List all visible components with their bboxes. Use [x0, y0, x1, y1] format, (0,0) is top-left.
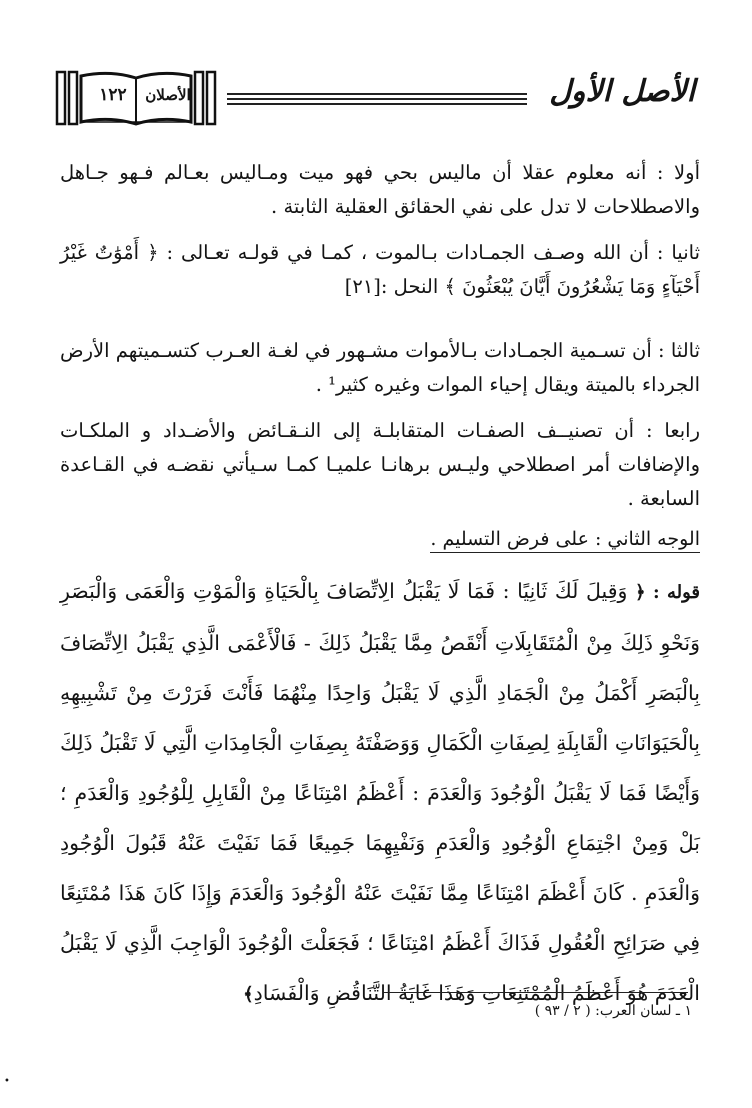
paragraph-third: ثالثا : أن تسـمية الجمـادات بـالأموات مشـهور في لغـة العـرب كتسـميتهم الأرض الجرداء بالميتة ويقال إحياء الموات وغيره كثير¹ .: [60, 339, 700, 396]
section-heading-wrap: [430, 524, 700, 554]
open-book-emblem: [55, 68, 217, 128]
header-rule: [227, 93, 527, 105]
scan-speck: •: [4, 1076, 10, 1087]
footnote: ١ ـ لسان العرب: ( ٢ / ٩٣ ): [534, 1003, 692, 1019]
quote-close: ﴾: [243, 984, 254, 1005]
section-heading: الوجه الثاني : على فرض التسليم .: [430, 528, 700, 553]
quote-text: وَقِيلَ لَكَ ثَانِيًا : فَمَا لَا يَقْبَلُ الِاتِّصَافَ بِالْحَيَاةِ وَالْمَوْتِ وَالْعَمَى وَالْبَصَرِ وَنَحْوِ ذَلِكَ مِنْ الْمُتَقَابِلَاتِ أَنْقَصُ مِمَّا يَقْبَلُ ذَلِكَ - فَالْأَعْمَى الَّذِي يَقْبَلُ الِاتِّصَافَ بِالْبَصَرِ أَكْمَلُ مِنْ الْجَمَادِ الَّذِي لَا يَقْبَلُ وَاحِدًا مِنْهُمَا فَأَنْتَ فَرَرْتَ مِنْ تَشْبِيهِهِ بِالْحَيَوَانَاتِ الْقَابِلَةِ لِصِفَاتِ الْكَمَالِ وَوَصَفْتَهُ بِصِفَاتِ الْجَامِدَاتِ الَّتِي لَا تَقْبَلُ ذَلِكَ وَأَيْضًا فَمَا لَا يَقْبَلُ الْوُجُودَ وَالْعَدَمَ : أَعْظَمُ امْتِنَاعًا مِنْ الْقَابِلِ لِلْوُجُودِ وَالْعَدَمِ ؛ بَلْ وَمِنْ اجْتِمَاعِ الْوُجُودِ وَالْعَدَمِ وَنَفْيِهِمَا جَمِيعًا فَمَا نَفَيْتَ عَنْهُ قَبُولَ الْوُجُودِ وَالْعَدَمِ . كَانَ أَعْظَمَ امْتِنَاعًا مِمَّا نَفَيْتَ عَنْهُ الْوُجُودَ وَالْعَدَمَ وَإِذَا كَانَ هَذَا مُمْتَنِعًا فِي صَرَائِحِ الْعُقُولِ فَذَاكَ أَعْظَمُ امْتِنَاعًا ؛ فَجَعَلْتَ الْوُجُودَ الْوَاجِبَ الَّذِي لَا يَقْبَلُ الْعَدَمَ هُوَ أَعْظَمُ الْمُمْتَنِعَاتِ وَهَذَا غَايَةُ التَّنَاقُضِ وَالْفَسَادِ: [60, 579, 700, 1005]
paragraph-fourth: رابعا : أن تصنيــف الصفـات المتقابلـة إلى النـقـائض والأضـداد و الملكـات والإضافات أمر اصطلاحي وليـس برهانـا علميـا كمـا سـيأتي نقضـه في القـاعدة السابعة .: [60, 419, 700, 510]
quote-intro: قوله : ﴿: [635, 582, 700, 603]
footnote-rule: [383, 992, 688, 993]
book-subtitle: الأصلان: [145, 86, 191, 104]
book-title: الأصل الأول: [549, 74, 695, 109]
quoted-passage: [60, 566, 700, 1020]
paragraph-first: أولا : أنه معلوم عقلا أن ماليس بحي فهو ميت ومـاليس بعـالم فـهو جـاهل والاصطلاحات لا تدل على نفي الحقائق العقلية الثابتة .: [60, 161, 700, 218]
paragraph-second: ثانيا : أن الله وصـف الجمـادات بـالموت ، كمـا في قولـه تعـالى : ﴿ أَمْوَٰتٌ غَيْرُ أَحْيَآءٍ وَمَا يَشْعُرُونَ أَيَّانَ يُبْعَثُونَ ﴾ النحل :[٢١]: [60, 241, 700, 298]
page-number: ١٢٢: [99, 85, 127, 105]
page-header: [55, 68, 695, 130]
